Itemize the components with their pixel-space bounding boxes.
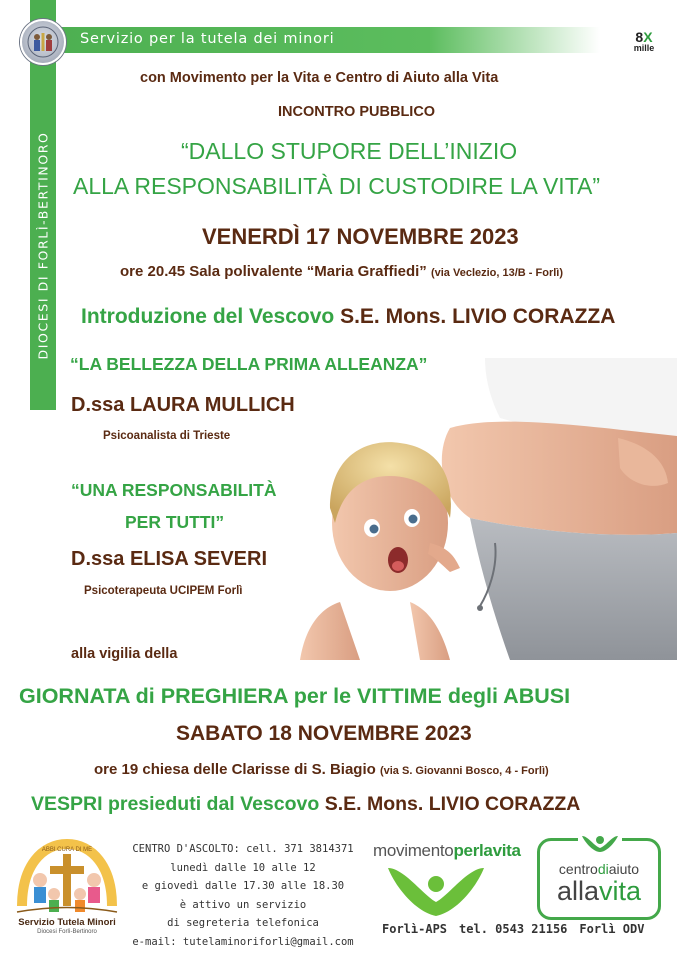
talk2-speaker-name: ELISA SEVERI	[129, 548, 268, 570]
event-title-line1: “DALLO STUPORE DELL’INIZIO	[181, 138, 518, 164]
header-band-text: Servizio per la tutela dei minori	[80, 31, 335, 47]
talk1-speaker-prefix: D.ssa	[71, 394, 125, 416]
footer-phone: tel. 0543 21156	[459, 922, 568, 936]
vespri-prefix: VESPRI presieduti dal Vescovo	[31, 793, 320, 815]
cav-bottom-plain: alla	[556, 876, 599, 906]
stm-arc-text: ABBI CURA DI ME	[41, 847, 93, 853]
vertical-band-text-wrap	[30, 90, 56, 400]
vespri-bishop-name: S.E. Mons. LIVIO CORAZZA	[324, 793, 581, 815]
contact-line4: è attivo un servizio	[179, 898, 307, 911]
talk1-speaker-name: LAURA MULLICH	[129, 394, 295, 416]
mpv-plain: movimento	[373, 841, 454, 860]
bishop-name: S.E. Mons. LIVIO CORAZZA	[340, 305, 616, 328]
prayer-day-time-text: ore 19 chiesa delle Clarisse di S. Biagio	[94, 761, 376, 778]
prayer-day-address: (via S. Giovanni Bosco, 4 - Forlì)	[379, 765, 549, 777]
talk1-role: Psicoanalista di Trieste	[103, 430, 231, 442]
talk2-title-line2: PER TUTTI”	[125, 512, 225, 532]
cav-figure-icon	[578, 832, 622, 854]
event-address: (via Veclezio, 13/B - Forlì)	[430, 267, 564, 279]
cav-bottom-text	[537, 876, 661, 907]
cav-top-rest: aiuto	[608, 861, 640, 877]
footer-left: Forlì-APS	[382, 922, 448, 936]
vigil-intro: alla vigilia della	[71, 646, 178, 662]
cav-top-text	[537, 861, 661, 877]
talk1-speaker	[71, 394, 295, 417]
event-kind: INCONTRO PUBBLICO	[278, 104, 436, 120]
contact-line1: CENTRO D'ASCOLTO: cell. 371 3814371	[132, 843, 354, 855]
event-title-line2: ALLA RESPONSABILITÀ DI CUSTODIRE LA VITA”	[73, 173, 601, 199]
prayer-day-date: SABATO 18 NOVEMBRE 2023	[176, 722, 472, 745]
talk2-title-line1: “UNA RESPONSABILITÀ	[71, 480, 277, 500]
stm-logo-subtitle: Diocesi Forlì-Bertinoro	[37, 929, 97, 935]
otto-x: X	[643, 29, 653, 45]
footer-right: Forlì ODV	[579, 922, 645, 936]
cav-top-green: di	[597, 861, 609, 877]
bishop-intro	[81, 305, 615, 329]
cav-top-plain: centro	[558, 861, 598, 877]
event-date: VENERDÌ 17 NOVEMBRE 2023	[202, 224, 519, 249]
event-time-place-text: ore 20.45 Sala polivalente “Maria Graffiedi”	[120, 263, 427, 280]
talk2-speaker-prefix: D.ssa	[71, 548, 125, 570]
bishop-intro-prefix: Introduzione del Vescovo	[81, 305, 335, 328]
event-time-place	[120, 263, 563, 280]
diocese-seal-icon	[20, 19, 66, 65]
prayer-day-time-place	[94, 761, 549, 778]
talk1-title: “LA BELLEZZA DELLA PRIMA ALLEANZA”	[70, 354, 428, 374]
footer-info	[382, 922, 644, 936]
mpv-green: perlavita	[453, 841, 521, 860]
mpv-figure-icon	[384, 862, 488, 920]
partners-line: con Movimento per la Vita e Centro di Aiuto alla Vita	[140, 70, 499, 86]
contact-line3: e giovedì dalle 17.30 alle 18.30	[141, 880, 345, 892]
contact-line2: lunedì dalle 10 alle 12	[170, 861, 316, 874]
contact-line5: di segreteria telefonica	[167, 917, 319, 929]
contact-email[interactable]: e-mail: tutelaminoriforli@gmail.com	[132, 935, 354, 948]
stm-logo-title: Servizio Tutela Minori	[18, 917, 116, 928]
child-belly-photo	[300, 358, 677, 660]
prayer-day-title: GIORNATA di PREGHIERA per le VITTIME degli ABUSI	[19, 684, 571, 708]
talk2-speaker	[71, 548, 267, 571]
diocese-vertical-text: DIOCESI DI FORLÌ-BERTINORO	[35, 131, 51, 359]
mpv-wordmark	[373, 841, 521, 861]
cav-bottom-green: vita	[599, 876, 642, 906]
talk2-role: Psicoterapeuta UCIPEM Forlì	[84, 585, 243, 597]
otto-per-mille-logo	[626, 30, 662, 56]
otto-mille: mille	[633, 43, 655, 53]
contact-block	[127, 840, 359, 951]
otto-number: 8	[635, 29, 644, 45]
vespri-line	[31, 793, 580, 816]
